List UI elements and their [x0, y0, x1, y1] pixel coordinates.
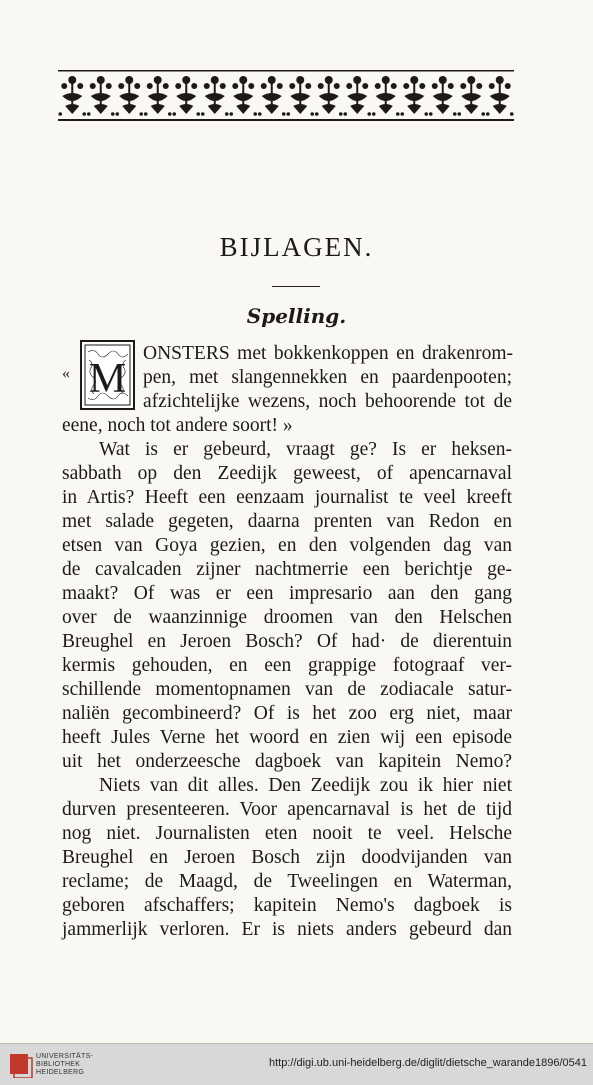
title-rule: [272, 286, 320, 287]
ornament-flower: [258, 76, 286, 116]
text-line: pen, met slangennekken en paardenpooten;: [143, 367, 512, 388]
text-line: durven presenteeren. Voor apencarnaval is het de tijd: [62, 799, 512, 820]
ornament-flower: [229, 76, 257, 116]
source-url-link[interactable]: http://digi.ub.uni-heidelberg.de/diglit/dietsche_warande1896/0541: [268, 1057, 587, 1069]
text-line: Wat is er gebeurd, vraagt ge? Is er heksen-: [99, 439, 512, 460]
ornament-flower: [201, 76, 229, 116]
text-line: met salade gegeten, daarna prenten van Redon en: [62, 511, 512, 532]
text-line: sabbath op den Zeedijk geweest, of apencarnaval: [62, 463, 512, 484]
logo-text-line-1: UNIVERSITÄTS-: [36, 1053, 94, 1060]
ornament-flower: [87, 76, 115, 116]
ornament-flower: [58, 76, 86, 116]
footer-bar: [0, 1043, 593, 1085]
logo-text-line-2: BIBLIOTHEK: [36, 1061, 81, 1068]
text-line: Breughel en Jeroen Bosch zijn doodvijanden van: [62, 847, 512, 868]
text-line: eene, noch tot andere soort! »: [62, 415, 293, 436]
ornament-flower: [457, 76, 485, 116]
text-line: afzichtelijke wezens, noch behoorende tot de: [143, 391, 512, 412]
text-line: jammerlijk verloren. Er is niets anders gebeurd dan: [62, 919, 512, 940]
text-line: naliën gecombineerd? Of is het zoo erg niet, maar: [62, 703, 512, 724]
ornament-flower: [115, 76, 143, 116]
opening-quote: «: [62, 365, 70, 382]
text-line: Breughel en Jeroen Bosch? Of had· de dierentuin: [62, 631, 512, 652]
text-line: geboren afschaffers; kapitein Nemo's dagboek is: [62, 895, 512, 916]
logo-text-line-3: HEIDELBERG: [36, 1069, 85, 1076]
section-heading: Spelling.: [246, 304, 347, 328]
ornament-flower: [486, 76, 514, 116]
text-line: uit het onderzeesche dagboek van kapitein Nemo?: [62, 751, 512, 772]
ornament-flower: [372, 76, 400, 116]
floral-ornament-band: [58, 70, 514, 122]
text-line: reclame; de Maagd, de Tweelingen en Waterman,: [62, 871, 512, 892]
university-library-logo-icon: [8, 1050, 34, 1078]
initial-letter: M: [88, 356, 127, 402]
text-line: schillende momentopnamen van de zodiacale satur-: [62, 679, 512, 700]
ornament-flower: [172, 76, 200, 116]
ornament-flower: [315, 76, 343, 116]
text-line: in Artis? Heeft een eenzaam journalist te veel kreeft: [62, 487, 512, 508]
text-line: ONSTERS met bokkenkoppen en drakenrom-: [143, 343, 513, 364]
text-line: kermis gehouden, en een grappige fotograaf ver-: [62, 655, 512, 676]
text-line: maakt? Of was er een impresario aan den gang: [62, 583, 512, 604]
text-line: de cavalcaden zijner nachtmerrie een berichtje ge-: [62, 559, 512, 580]
text-line: heeft Jules Verne het woord en zien wij een episode: [62, 727, 512, 748]
ornament-flower: [429, 76, 457, 116]
decorated-initial: [80, 340, 135, 410]
page-title: BIJLAGEN.: [219, 232, 374, 262]
ornament-flower: [400, 76, 428, 116]
text-line: over de waanzinnige droomen van den Helschen: [62, 607, 512, 628]
text-line: Niets van dit alles. Den Zeedijk zou ik hier niet: [99, 775, 512, 796]
ornament-flower: [286, 76, 314, 116]
text-line: nog niet. Journalisten eten nooit te veel. Helsche: [62, 823, 512, 844]
ornament-flower: [343, 76, 371, 116]
ornament-flower: [144, 76, 172, 116]
text-line: etsen van Goya gezien, en den volgenden dag van: [62, 535, 512, 556]
